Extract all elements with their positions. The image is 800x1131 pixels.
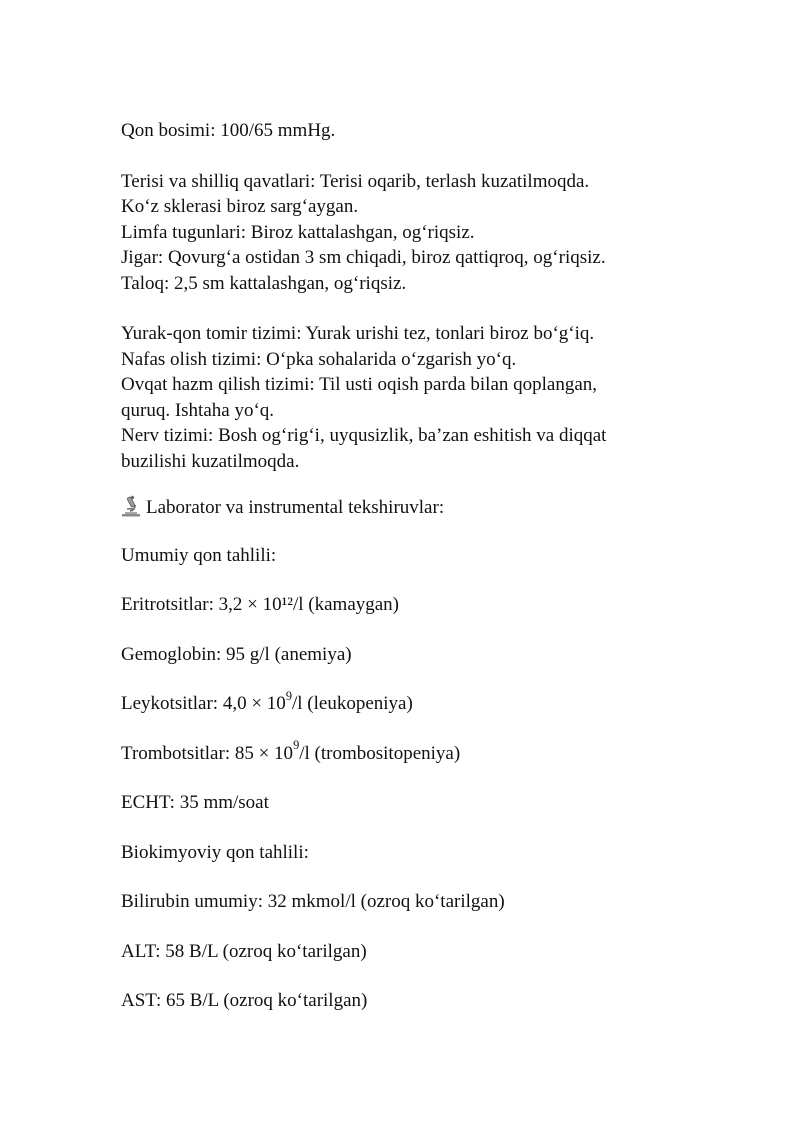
cbc-title: Umumiy qon tahlili:: [121, 544, 277, 566]
exam-paragraph: [121, 169, 721, 297]
nervous-line-2: buzilishi kuzatilmoqda.: [121, 450, 300, 472]
lab-section-heading: [121, 495, 721, 521]
spacer: [121, 296, 721, 321]
spacer: [121, 618, 721, 642]
alt-line: ALT: 58 B/L (ozroq ko‘tarilgan): [121, 940, 367, 962]
skin-line: Terisi va shilliq qavatlari: Terisi oqarib, terlash kuzatilmoqda.: [121, 170, 590, 192]
spacer: [121, 474, 721, 495]
esr-line: ECHT: 35 mm/soat: [121, 792, 269, 813]
ast-line: AST: 65 B/L (ozroq ko‘tarilgan): [121, 990, 368, 1011]
spacer: [121, 521, 721, 543]
spacer: [121, 915, 721, 939]
microscope-icon: [121, 495, 141, 517]
spacer: [121, 964, 721, 988]
bilirubin-line: Bilirubin umumiy: 32 mkmol/l (ozroq ko‘tarilgan): [121, 891, 505, 912]
sclera-line: Ko‘z sklerasi biroz sarg‘aygan.: [121, 196, 359, 217]
nervous-line-1: Nerv tizimi: Bosh og‘rig‘i, uyqusizlik, ba’zan eshitish va diqqat: [121, 425, 607, 446]
spacer: [121, 865, 721, 889]
spacer: [121, 144, 721, 169]
systems-paragraph: [121, 321, 721, 474]
blood-pressure-line: Qon bosimi: 100/65 mmHg.: [121, 120, 336, 141]
spacer: [121, 667, 721, 691]
lymph-line: Limfa tugunlari: Biroz kattalashgan, og‘riqsiz.: [121, 221, 475, 243]
hgb-line: Gemoglobin: 95 g/l (anemiya): [121, 643, 352, 665]
rbc-line: Eritrotsitlar: 3,2 × 10¹²/l (kamaygan): [121, 594, 400, 615]
plt-unit: /l (trombositopeniya): [299, 742, 461, 764]
wbc-text: Leykotsitlar: 4,0 × 10: [121, 693, 286, 714]
spacer: [121, 816, 721, 840]
spacer: [121, 568, 721, 592]
spacer: [121, 717, 721, 741]
wbc-exponent: 9: [285, 688, 292, 703]
spacer: [121, 766, 721, 790]
plt-line: [121, 738, 721, 767]
wbc-line: [121, 688, 721, 717]
cardio-line: Yurak-qon tomir tizimi: Yurak urishi tez, tonlari biroz bo‘g‘iq.: [121, 323, 595, 344]
plt-exponent: 9: [293, 738, 300, 753]
digestive-line-1: Ovqat hazm qilish tizimi: Til usti oqish parda bilan qoplangan,: [121, 374, 598, 395]
wbc-unit: /l (leukopeniya): [291, 693, 413, 714]
document-body: [121, 118, 721, 1014]
digestive-line-2: quruq. Ishtaha yo‘q.: [121, 399, 275, 421]
biochem-title: Biokimyoviy qon tahlili:: [121, 841, 309, 863]
liver-line: Jigar: Qovurg‘a ostidan 3 sm chiqadi, biroz qattiqroq, og‘riqsiz.: [121, 247, 606, 268]
plt-text: Trombotsitlar: 85 × 10: [121, 742, 294, 764]
spleen-line: Taloq: 2,5 sm kattalashgan, og‘riqsiz.: [121, 272, 407, 294]
lab-section-title: Laborator va instrumental tekshiruvlar:: [146, 497, 445, 518]
respiratory-line: Nafas olish tizimi: O‘pka sohalarida o‘zgarish yo‘q.: [121, 348, 517, 370]
